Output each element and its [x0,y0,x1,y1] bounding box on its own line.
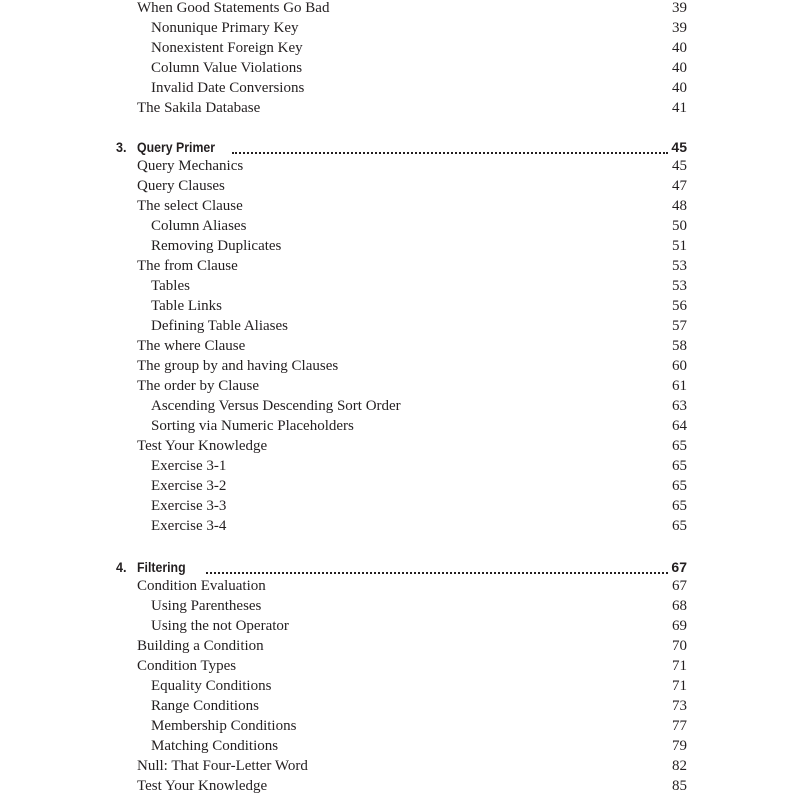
entry-title: Sorting via Numeric Placeholders [151,418,354,434]
entry-title: Exercise 3-3 [151,498,227,514]
toc-entry[interactable] [0,176,800,196]
toc-entry[interactable] [0,416,800,436]
chapter-number: 4. [116,559,127,575]
entry-title: Range Conditions [151,698,259,714]
chapter-page: 45 [671,139,687,155]
chapter-title: Filtering [137,559,186,575]
entry-title: The from Clause [137,258,238,274]
entry-title: Nonexistent Foreign Key [151,40,303,56]
toc-entry[interactable] [0,576,800,596]
toc-entry[interactable] [0,496,800,516]
toc-entry[interactable] [0,196,800,216]
entry-page: 41 [672,100,687,116]
entry-page: 71 [672,658,687,674]
toc-entry[interactable] [0,356,800,376]
entry-page: 65 [672,458,687,474]
toc-entry[interactable] [0,18,800,38]
toc-entry[interactable] [0,58,800,78]
entry-title: The group by and having Clauses [137,358,339,374]
entry-title: Exercise 3-1 [151,458,227,474]
entry-page: 77 [672,718,687,734]
entry-title: Exercise 3-4 [151,518,227,534]
entry-page: 57 [672,318,687,334]
entry-title: Query Clauses [137,178,225,194]
entry-page: 79 [672,738,687,754]
entry-title: Ascending Versus Descending Sort Order [151,398,401,414]
entry-title: The Sakila Database [137,100,261,116]
toc-entry[interactable] [0,316,800,336]
entry-title: The order by Clause [137,378,260,394]
entry-page: 63 [672,398,687,414]
entry-title: Test Your Knowledge [137,778,268,794]
entry-title: Column Aliases [151,218,247,234]
entry-page: 40 [672,80,687,96]
entry-title: Membership Conditions [151,718,297,734]
entry-page: 60 [672,358,687,374]
entry-page: 58 [672,338,687,354]
toc-entry[interactable] [0,736,800,756]
entry-title: Test Your Knowledge [137,438,268,454]
toc-entry[interactable] [0,616,800,636]
toc-entry[interactable] [0,98,800,118]
toc-entry[interactable] [0,696,800,716]
entry-title: Using Parentheses [151,598,262,614]
entry-title: Column Value Violations [151,60,303,76]
toc-entry[interactable] [0,656,800,676]
toc-entry[interactable] [0,38,800,58]
entry-title: Condition Types [137,658,237,674]
chapter-4-heading[interactable] [0,557,800,577]
entry-page: 40 [672,60,687,76]
toc-entry[interactable] [0,336,800,356]
toc-entry[interactable] [0,156,800,176]
toc-entry[interactable] [0,436,800,456]
toc-entry[interactable] [0,396,800,416]
entry-title: Equality Conditions [151,678,272,694]
entry-page: 47 [672,178,687,194]
entry-page: 45 [672,158,687,174]
toc-entry[interactable] [0,296,800,316]
entry-title: Removing Duplicates [151,238,282,254]
toc-entry[interactable] [0,256,800,276]
toc-entry[interactable] [0,456,800,476]
entry-page: 65 [672,438,687,454]
entry-page: 85 [672,778,687,794]
entry-title: Defining Table Aliases [151,318,288,334]
entry-page: 39 [672,0,687,16]
entry-page: 53 [672,278,687,294]
toc-entry[interactable] [0,756,800,776]
toc-entry[interactable] [0,516,800,536]
entry-page: 56 [672,298,687,314]
entry-page: 70 [672,638,687,654]
entry-page: 40 [672,40,687,56]
entry-title: Matching Conditions [151,738,279,754]
entry-page: 61 [672,378,687,394]
chapter-page: 67 [671,559,687,575]
entry-page: 39 [672,20,687,36]
toc-entry[interactable] [0,476,800,496]
entry-page: 50 [672,218,687,234]
dot-leader [206,570,668,574]
entry-title: The select Clause [137,198,243,214]
chapter-title: Query Primer [137,139,216,155]
entry-title: The where Clause [137,338,246,354]
entry-page: 53 [672,258,687,274]
entry-page: 73 [672,698,687,714]
toc-entry[interactable] [0,676,800,696]
entry-page: 51 [672,238,687,254]
toc-entry[interactable] [0,276,800,296]
entry-page: 67 [672,578,687,594]
entry-title: Invalid Date Conversions [151,80,305,96]
entry-title: Tables [151,278,190,294]
entry-page: 65 [672,478,687,494]
entry-page: 69 [672,618,687,634]
toc-entry[interactable] [0,716,800,736]
toc-entry[interactable] [0,216,800,236]
entry-title: Condition Evaluation [137,578,266,594]
entry-title: Table Links [151,298,223,314]
entry-page: 64 [672,418,687,434]
entry-page: 65 [672,518,687,534]
toc-entry[interactable] [0,596,800,616]
toc-entry[interactable] [0,0,800,18]
entry-page: 68 [672,598,687,614]
toc-entry[interactable] [0,636,800,656]
chapter-number: 3. [116,139,127,155]
entry-page: 82 [672,758,687,774]
dot-leader [232,150,668,154]
entry-title: When Good Statements Go Bad [137,0,330,16]
entry-title: Using the not Operator [151,618,289,634]
chapter-3-heading[interactable] [0,137,800,157]
entry-title: Nonunique Primary Key [151,20,299,36]
entry-title: Null: That Four-Letter Word [137,758,308,774]
toc-entry[interactable] [0,236,800,256]
entry-page: 71 [672,678,687,694]
entry-page: 48 [672,198,687,214]
entry-title: Query Mechanics [137,158,244,174]
entry-page: 65 [672,498,687,514]
toc-entry[interactable] [0,376,800,396]
entry-title: Building a Condition [137,638,264,654]
entry-title: Exercise 3-2 [151,478,227,494]
toc-entry[interactable] [0,78,800,98]
toc-entry[interactable] [0,776,800,796]
